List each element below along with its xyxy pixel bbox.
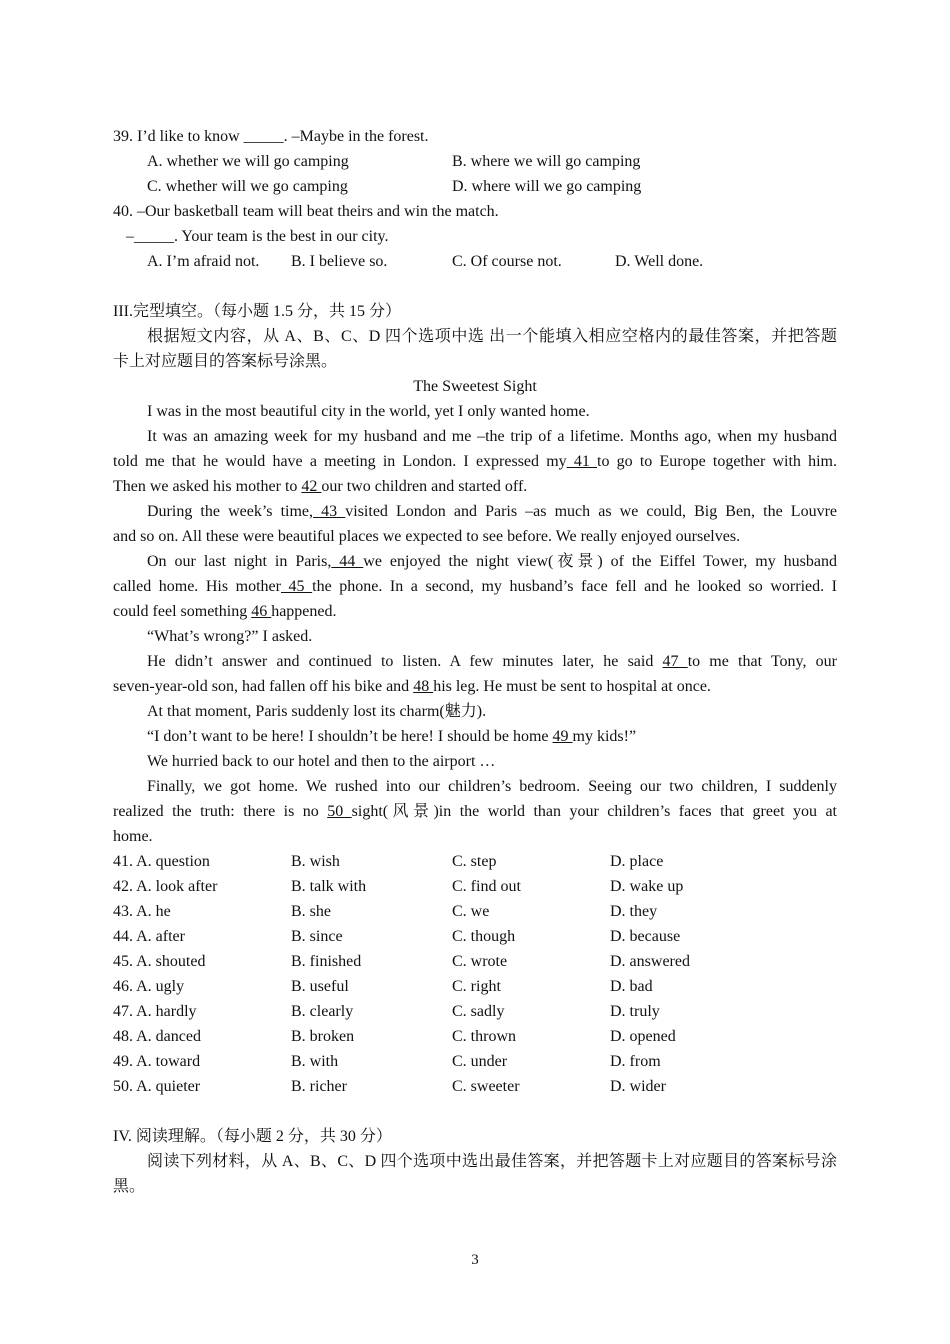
passage-title: The Sweetest Sight (413, 378, 537, 395)
option-b: B. broken (291, 1028, 355, 1045)
blank-48: 48 (413, 678, 434, 695)
text-segment: we enjoyed the night view(夜景) of the Eiffel Tower, my husband (363, 553, 837, 570)
text-segment: happened. (271, 603, 337, 620)
option-c: C. right (452, 978, 501, 995)
option-c: C. under (452, 1053, 508, 1070)
question-39-option-b: B. where we will go camping (452, 153, 641, 170)
option-row-48 (113, 1024, 837, 1049)
option-b: B. since (291, 928, 343, 945)
text-segment: seven-year-old son, had fallen off his bike and (113, 678, 414, 695)
text-segment: his leg. He must be sent to hospital at once. (433, 678, 711, 695)
cloze-options (113, 849, 837, 1099)
option-a: 41. A. question (113, 853, 210, 870)
question-40-reply: –_____. Your team is the best in our city. (126, 228, 389, 245)
option-a: 44. A. after (113, 928, 185, 945)
option-row-41 (113, 849, 837, 874)
option-b: B. she (291, 903, 331, 920)
passage-paragraph-9: We hurried back to our hotel and then to the airport … (147, 753, 496, 770)
option-a: 45. A. shouted (113, 953, 206, 970)
option-row-45 (113, 949, 837, 974)
blank-44: 44 (331, 553, 364, 570)
section-4-instructions-line-1: 阅读下列材料，从 A、B、C、D 四个选项中选出最佳答案，并把答题卡上对应题目的答案标号涂 (147, 1153, 837, 1170)
option-row-47 (113, 999, 837, 1024)
question-39-option-a: A. whether we will go camping (147, 153, 349, 170)
spacer (113, 1099, 837, 1124)
text-segment: He didn’t answer and continued to listen. A few minutes later, he said (147, 653, 663, 670)
option-d: D. from (610, 1053, 661, 1070)
option-d: D. because (610, 928, 681, 945)
option-b: B. useful (291, 978, 349, 995)
section-3-heading: III.完型填空。（每小题 1.5 分，共 15 分） (113, 303, 401, 320)
passage-paragraph-4-line-2 (113, 574, 837, 599)
question-40-options (113, 249, 837, 274)
option-d: D. truly (610, 1003, 660, 1020)
option-d: D. wake up (610, 878, 684, 895)
option-row-49 (113, 1049, 837, 1074)
passage-paragraph-2-line-1: It was an amazing week for my husband and me –the trip of a lifetime. Months ago, when my husband (147, 428, 837, 445)
exam-page (113, 124, 837, 1199)
passage-paragraph-8 (113, 724, 837, 749)
question-40-option-c: C. Of course not. (452, 253, 562, 270)
text-segment: told me that he would have a meeting in London. I expressed my (113, 453, 567, 470)
option-row-50 (113, 1074, 837, 1099)
section-3-instructions-line-2: 卡上对应题目的答案标号涂黑。 (113, 353, 338, 370)
question-40-stem: 40. –Our basketball team will beat theirs and win the match. (113, 203, 499, 220)
passage-paragraph-4-line-1 (113, 549, 837, 574)
option-b: B. clearly (291, 1003, 354, 1020)
passage-paragraph-2-line-3 (113, 474, 837, 499)
text-segment: sight(风景)in the world than your children’s faces that greet you at (351, 803, 837, 820)
text-segment: my kids!” (572, 728, 637, 745)
option-a: 46. A. ugly (113, 978, 185, 995)
passage-paragraph-10-line-3: home. (113, 828, 153, 845)
option-c: C. step (452, 853, 497, 870)
option-c: C. thrown (452, 1028, 516, 1045)
option-a: 43. A. he (113, 903, 171, 920)
text-segment: realized the truth: there is no (113, 803, 328, 820)
option-a: 50. A. quieter (113, 1078, 201, 1095)
section-4-instructions-line-2: 黑。 (113, 1178, 146, 1195)
text-segment: could feel something (113, 603, 252, 620)
passage-paragraph-10-line-2 (113, 799, 837, 824)
text-segment: to go to Europe together with him. (597, 453, 837, 470)
option-d: D. they (610, 903, 658, 920)
text-segment: Then we asked his mother to (113, 478, 302, 495)
option-row-42 (113, 874, 837, 899)
option-row-44 (113, 924, 837, 949)
passage-paragraph-2-line-2 (113, 449, 837, 474)
text-segment: the phone. In a second, my husband’s face fell and he looked so worried. I (312, 578, 837, 595)
section-4-heading: IV. 阅读理解。（每小题 2 分，共 30 分） (113, 1128, 392, 1145)
spacer (113, 274, 837, 299)
option-c: C. find out (452, 878, 521, 895)
option-c: C. sweeter (452, 1078, 520, 1095)
option-a: 42. A. look after (113, 878, 218, 895)
blank-46: 46 (251, 603, 272, 620)
passage-paragraph-1: I was in the most beautiful city in the world, yet I only wanted home. (147, 403, 590, 420)
question-39-option-c: C. whether will we go camping (147, 178, 348, 195)
question-39-options-row-1 (113, 149, 837, 174)
option-a: 48. A. danced (113, 1028, 201, 1045)
question-39-stem: 39. I’d like to know _____. –Maybe in the forest. (113, 128, 429, 145)
option-row-43 (113, 899, 837, 924)
option-a: 47. A. hardly (113, 1003, 197, 1020)
blank-50: 50 (327, 803, 352, 820)
option-b: B. finished (291, 953, 362, 970)
section-3-instructions-line-1: 根据短文内容，从 A、B、C、D 四个选项中选 出一个能填入相应空格内的最佳答案，并把答题 (147, 328, 837, 345)
text-segment: During the week’s time, (147, 503, 314, 520)
question-40-option-a: A. I’m afraid not. (147, 253, 260, 270)
passage-paragraph-3-line-1 (113, 499, 837, 524)
question-39-options-row-2 (113, 174, 837, 199)
passage-paragraph-10-line-1: Finally, we got home. We rushed into our children’s bedroom. Seeing our two children, I suddenly (147, 778, 837, 795)
option-b: B. with (291, 1053, 339, 1070)
text-segment: visited London and Paris –as much as we could, Big Ben, the Louvre (345, 503, 837, 520)
blank-45: 45 (280, 578, 313, 595)
option-d: D. bad (610, 978, 653, 995)
question-40-option-d: D. Well done. (615, 253, 704, 270)
option-row-46 (113, 974, 837, 999)
blank-42: 42 (301, 478, 322, 495)
option-c: C. we (452, 903, 490, 920)
option-d: D. answered (610, 953, 690, 970)
page-number: 3 (471, 1252, 479, 1268)
text-segment: “I don’t want to be here! I shouldn’t be here! I should be home (147, 728, 553, 745)
passage-paragraph-5: “What’s wrong?” I asked. (147, 628, 313, 645)
blank-49: 49 (552, 728, 573, 745)
option-b: B. richer (291, 1078, 347, 1095)
passage-paragraph-6-line-2 (113, 674, 837, 699)
option-b: B. wish (291, 853, 340, 870)
text-segment: called home. His mother (113, 578, 281, 595)
question-40-option-b: B. I believe so. (291, 253, 388, 270)
option-c: C. wrote (452, 953, 508, 970)
option-c: C. sadly (452, 1003, 505, 1020)
text-segment: our two children and started off. (321, 478, 528, 495)
text-segment: to me that Tony, our (687, 653, 837, 670)
blank-43: 43 (313, 503, 346, 520)
option-a: 49. A. toward (113, 1053, 201, 1070)
option-d: D. place (610, 853, 664, 870)
option-b: B. talk with (291, 878, 367, 895)
text-segment: On our last night in Paris, (147, 553, 332, 570)
passage-paragraph-6-line-1 (113, 649, 837, 674)
passage-paragraph-7: At that moment, Paris suddenly lost its charm(魅力). (147, 703, 487, 720)
passage-paragraph-3-line-2: and so on. All these were beautiful places we expected to see before. We really enjoyed ourselves. (113, 528, 741, 545)
blank-41: 41 (566, 453, 598, 470)
blank-47: 47 (662, 653, 688, 670)
passage-paragraph-4-line-3 (113, 599, 837, 624)
question-39-option-d: D. where will we go camping (452, 178, 642, 195)
option-d: D. opened (610, 1028, 676, 1045)
option-c: C. though (452, 928, 516, 945)
option-d: D. wider (610, 1078, 666, 1095)
